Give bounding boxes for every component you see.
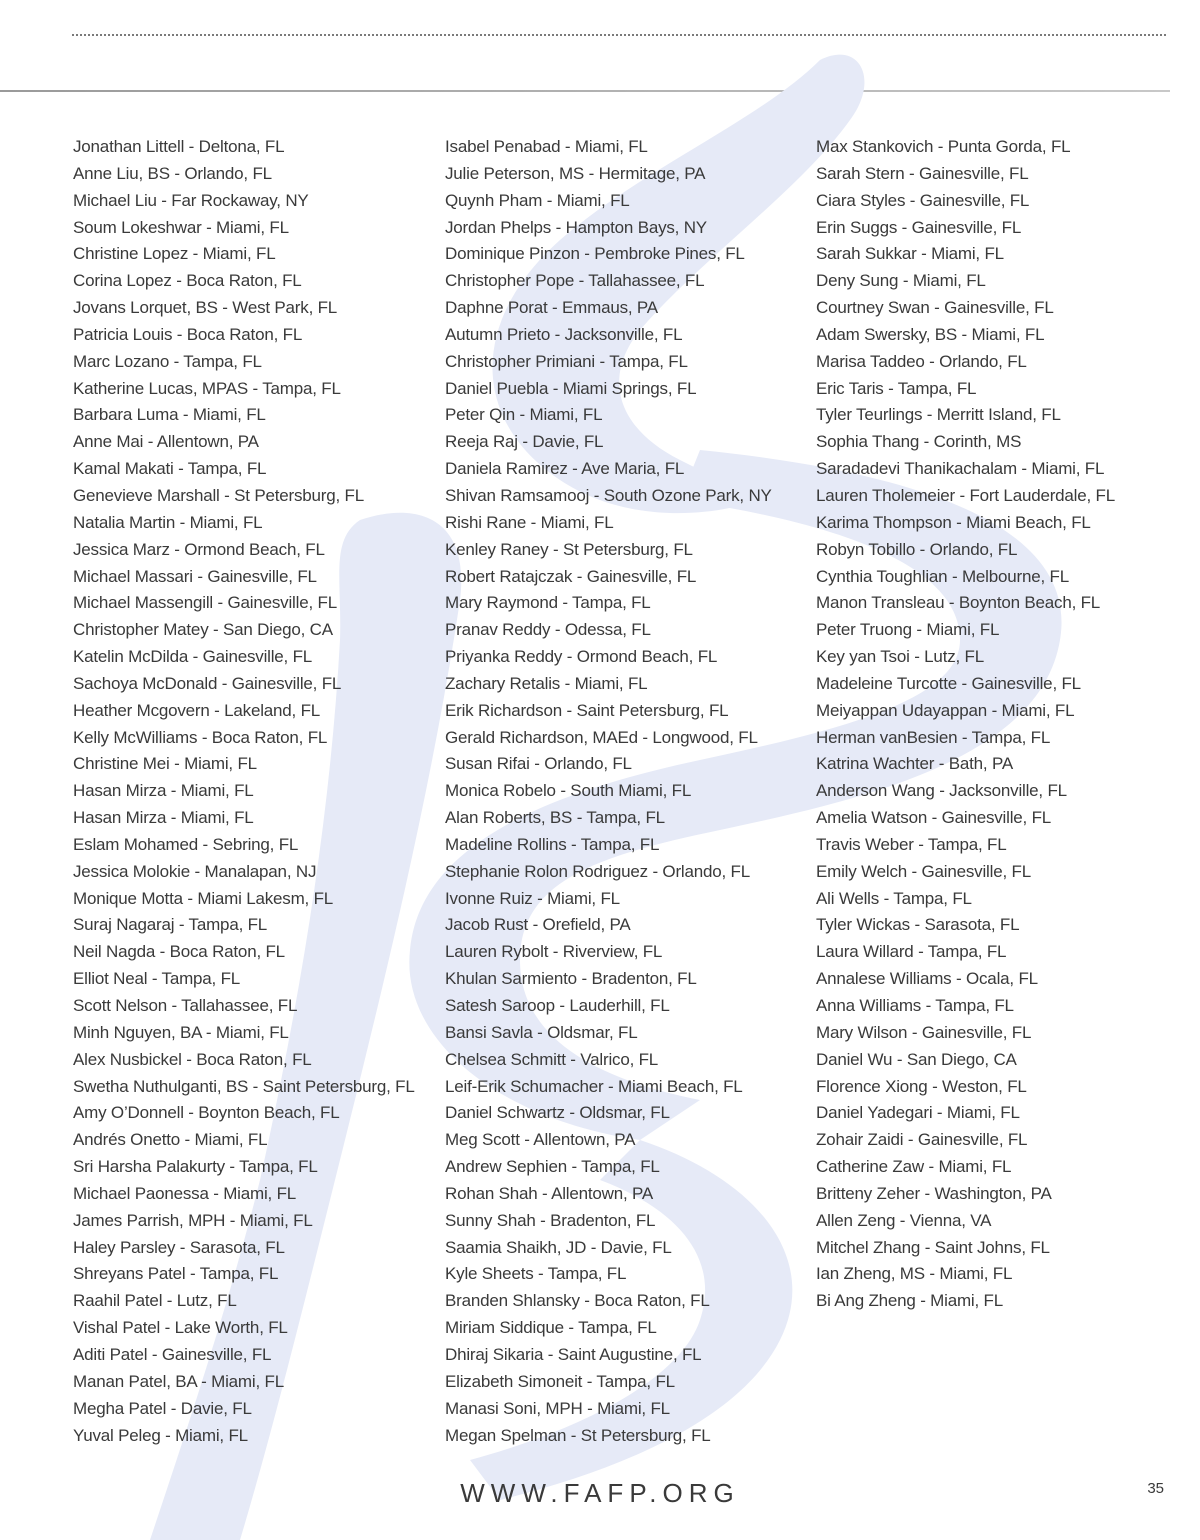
list-item: Meiyappan Udayappan - Miami, FL [816,700,1075,720]
list-item: Monique Motta - Miami Lakesm, FL [73,888,334,908]
list-item: Genevieve Marshall - St Petersburg, FL [73,485,364,505]
list-item: Heather Mcgovern - Lakeland, FL [73,700,321,720]
list-item: Elliot Neal - Tampa, FL [73,969,241,989]
names-column-3 [816,134,1115,1315]
list-item: Jessica Molokie - Manalapan, NJ [73,861,317,881]
list-item: Katrina Wachter - Bath, PA [816,754,1013,774]
list-item: Daniel Wu - San Diego, CA [816,1049,1017,1069]
list-item: Christopher Matey - San Diego, CA [73,620,333,640]
list-item: Suraj Nagaraj - Tampa, FL [73,915,268,935]
list-item: Monica Robelo - South Miami, FL [445,781,692,801]
list-item: Saamia Shaikh, JD - Davie, FL [445,1237,672,1257]
list-item: Cynthia Toughlian - Melbourne, FL [816,566,1069,586]
list-item: Peter Qin - Miami, FL [445,405,603,425]
list-item: Ian Zheng, MS - Miami, FL [816,1264,1013,1284]
list-item: Jacob Rust - Orefield, PA [445,915,631,935]
list-item: Isabel Penabad - Miami, FL [445,137,648,156]
list-item: Britteny Zeher - Washington, PA [816,1183,1052,1203]
list-item: Bansi Savla - Oldsmar, FL [445,1022,638,1042]
list-item: Sophia Thang - Corinth, MS [816,432,1022,452]
list-item: Neil Nagda - Boca Raton, FL [73,942,285,962]
list-item: Eric Taris - Tampa, FL [816,378,977,398]
list-item: Leif-Erik Schumacher - Miami Beach, FL [445,1076,743,1096]
list-item: Alan Roberts, BS - Tampa, FL [445,808,665,828]
list-item: Hasan Mirza - Miami, FL [73,808,254,828]
list-item: Swetha Nuthulganti, BS - Saint Petersburg, FL [73,1076,415,1096]
list-item: Eslam Mohamed - Sebring, FL [73,834,299,854]
list-item: Stephanie Rolon Rodriguez - Orlando, FL [445,861,750,881]
list-item: Natalia Martin - Miami, FL [73,512,263,532]
list-item: Raahil Patel - Lutz, FL [73,1291,237,1311]
list-item: Christine Mei - Miami, FL [73,754,257,774]
list-item: Hasan Mirza - Miami, FL [73,781,254,801]
list-item: Lauren Rybolt - Riverview, FL [445,942,663,962]
list-item: Dominique Pinzon - Pembroke Pines, FL [445,244,745,264]
list-item: Jonathan Littell - Deltona, FL [73,137,285,156]
page-number: 35 [1147,1480,1164,1497]
list-item: Manasi Soni, MPH - Miami, FL [445,1398,670,1418]
list-item: Travis Weber - Tampa, FL [816,834,1007,854]
list-item: Shivan Ramsamooj - South Ozone Park, NY [445,485,772,505]
list-item: Karima Thompson - Miami Beach, FL [816,512,1091,532]
list-item: Madeline Rollins - Tampa, FL [445,834,660,854]
list-item: Tyler Teurlings - Merritt Island, FL [816,405,1061,425]
list-item: Vishal Patel - Lake Worth, FL [73,1318,288,1338]
list-item: Andrew Sephien - Tampa, FL [445,1157,660,1177]
list-item: Minh Nguyen, BA - Miami, FL [73,1022,289,1042]
list-item: James Parrish, MPH - Miami, FL [73,1210,313,1230]
list-item: Katelin McDilda - Gainesville, FL [73,647,313,667]
list-item: Michael Liu - Far Rockaway, NY [73,190,309,210]
list-item: Shreyans Patel - Tampa, FL [73,1264,279,1284]
list-item: Daniel Schwartz - Oldsmar, FL [445,1103,670,1123]
list-item: Emily Welch - Gainesville, FL [816,861,1031,881]
list-item: Anna Williams - Tampa, FL [816,996,1014,1015]
list-item: Amelia Watson - Gainesville, FL [816,808,1052,828]
list-item: Deny Sung - Miami, FL [816,271,986,291]
list-item: Florence Xiong - Weston, FL [816,1076,1027,1096]
list-item: Gerald Richardson, MAEd - Longwood, FL [445,727,758,747]
list-item: Sarah Sukkar - Miami, FL [816,244,1004,264]
list-item: Max Stankovich - Punta Gorda, FL [816,137,1071,156]
list-item: Scott Nelson - Tallahassee, FL [73,996,298,1015]
names-column-1 [73,134,415,1449]
list-item: Alex Nusbickel - Boca Raton, FL [73,1049,312,1069]
list-item: Robyn Tobillo - Orlando, FL [816,539,1018,559]
list-item: Patricia Louis - Boca Raton, FL [73,324,303,344]
list-item: Madeleine Turcotte - Gainesville, FL [816,673,1081,693]
list-item: Reeja Raj - Davie, FL [445,432,604,452]
list-item: Quynh Pham - Miami, FL [445,190,630,210]
list-item: Jessica Marz - Ormond Beach, FL [73,539,325,559]
list-item: Sri Harsha Palakurty - Tampa, FL [73,1157,318,1177]
list-item: Lauren Tholemeier - Fort Lauderdale, FL [816,485,1115,505]
list-item: Herman vanBesien - Tampa, FL [816,727,1051,747]
list-item: Julie Peterson, MS - Hermitage, PA [445,163,706,183]
list-item: Katherine Lucas, MPAS - Tampa, FL [73,378,341,398]
list-item: Annalese Williams - Ocala, FL [816,969,1038,989]
list-item: Ali Wells - Tampa, FL [816,888,972,908]
list-item: Meg Scott - Allentown, PA [445,1130,636,1150]
list-item: Kyle Sheets - Tampa, FL [445,1264,627,1284]
list-item: Jordan Phelps - Hampton Bays, NY [445,217,707,237]
list-item: Kelly McWilliams - Boca Raton, FL [73,727,328,747]
list-item: Priyanka Reddy - Ormond Beach, FL [445,647,718,667]
list-item: Andrés Onetto - Miami, FL [73,1130,268,1150]
list-item: Marisa Taddeo - Orlando, FL [816,351,1027,371]
list-item: Saradadevi Thanikachalam - Miami, FL [816,459,1105,479]
list-item: Sunny Shah - Bradenton, FL [445,1210,656,1230]
list-item: Kamal Makati - Tampa, FL [73,459,267,479]
list-item: Megha Patel - Davie, FL [73,1398,252,1418]
list-item: Mitchel Zhang - Saint Johns, FL [816,1237,1050,1257]
list-item: Sachoya McDonald - Gainesville, FL [73,673,342,693]
list-item: Adam Swersky, BS - Miami, FL [816,324,1045,344]
list-item: Miriam Siddique - Tampa, FL [445,1318,657,1338]
list-item: Daniel Yadegari - Miami, FL [816,1103,1020,1123]
list-item: Rishi Rane - Miami, FL [445,512,614,532]
list-item: Michael Massari - Gainesville, FL [73,566,317,586]
list-item: Anderson Wang - Jacksonville, FL [816,781,1067,801]
footer-website: WWW.FAFP.ORG [460,1478,740,1508]
list-item: Megan Spelman - St Petersburg, FL [445,1425,711,1445]
list-item: Courtney Swan - Gainesville, FL [816,298,1054,318]
list-item: Daniel Puebla - Miami Springs, FL [445,378,697,398]
list-item: Autumn Prieto - Jacksonville, FL [445,324,683,344]
list-item: Erik Richardson - Saint Petersburg, FL [445,700,729,720]
list-item: Michael Paonessa - Miami, FL [73,1183,297,1203]
list-item: Kenley Raney - St Petersburg, FL [445,539,693,559]
list-item: Dhiraj Sikaria - Saint Augustine, FL [445,1344,702,1364]
list-item: Allen Zeng - Vienna, VA [816,1210,992,1230]
list-item: Key yan Tsoi - Lutz, FL [816,647,984,667]
list-item: Erin Suggs - Gainesville, FL [816,217,1022,237]
list-item: Tyler Wickas - Sarasota, FL [816,915,1020,935]
list-item: Corina Lopez - Boca Raton, FL [73,271,302,291]
list-item: Manan Patel, BA - Miami, FL [73,1371,284,1391]
list-item: Elizabeth Simoneit - Tampa, FL [445,1371,675,1391]
list-item: Catherine Zaw - Miami, FL [816,1157,1012,1177]
list-item: Soum Lokeshwar - Miami, FL [73,217,289,237]
list-item: Ivonne Ruiz - Miami, FL [445,888,620,908]
list-item: Mary Wilson - Gainesville, FL [816,1022,1032,1042]
list-item: Daphne Porat - Emmaus, PA [445,298,658,318]
list-item: Susan Rifai - Orlando, FL [445,754,632,774]
list-item: Manon Transleau - Boynton Beach, FL [816,593,1101,613]
list-item: Peter Truong - Miami, FL [816,620,1000,640]
list-item: Haley Parsley - Sarasota, FL [73,1237,285,1257]
list-item: Daniela Ramirez - Ave Maria, FL [445,459,685,479]
names-column-2 [445,134,772,1449]
list-item: Mary Raymond - Tampa, FL [445,593,651,613]
list-item: Yuval Peleg - Miami, FL [73,1425,248,1445]
list-item: Aditi Patel - Gainesville, FL [73,1344,272,1364]
list-item: Rohan Shah - Allentown, PA [445,1183,654,1203]
list-item: Michael Massengill - Gainesville, FL [73,593,337,613]
list-item: Satesh Saroop - Lauderhill, FL [445,996,670,1015]
list-item: Bi Ang Zheng - Miami, FL [816,1291,1003,1311]
list-item: Khulan Sarmiento - Bradenton, FL [445,969,697,989]
list-item: Barbara Luma - Miami, FL [73,405,266,425]
list-item: Christine Lopez - Miami, FL [73,244,276,264]
list-item: Ciara Styles - Gainesville, FL [816,190,1030,210]
list-item: Marc Lozano - Tampa, FL [73,351,262,371]
list-item: Zachary Retalis - Miami, FL [445,673,648,693]
list-item: Sarah Stern - Gainesville, FL [816,163,1029,183]
list-item: Christopher Primiani - Tampa, FL [445,351,688,371]
list-item: Chelsea Schmitt - Valrico, FL [445,1049,659,1069]
list-item: Zohair Zaidi - Gainesville, FL [816,1130,1028,1150]
list-item: Anne Liu, BS - Orlando, FL [73,163,272,183]
list-item: Christopher Pope - Tallahassee, FL [445,271,705,291]
list-item: Laura Willard - Tampa, FL [816,942,1007,962]
list-item: Pranav Reddy - Odessa, FL [445,620,651,640]
list-item: Amy O’Donnell - Boynton Beach, FL [73,1103,340,1123]
list-item: Jovans Lorquet, BS - West Park, FL [73,298,338,318]
list-item: Robert Ratajczak - Gainesville, FL [445,566,697,586]
list-item: Branden Shlansky - Boca Raton, FL [445,1291,710,1311]
list-item: Anne Mai - Allentown, PA [73,432,259,452]
